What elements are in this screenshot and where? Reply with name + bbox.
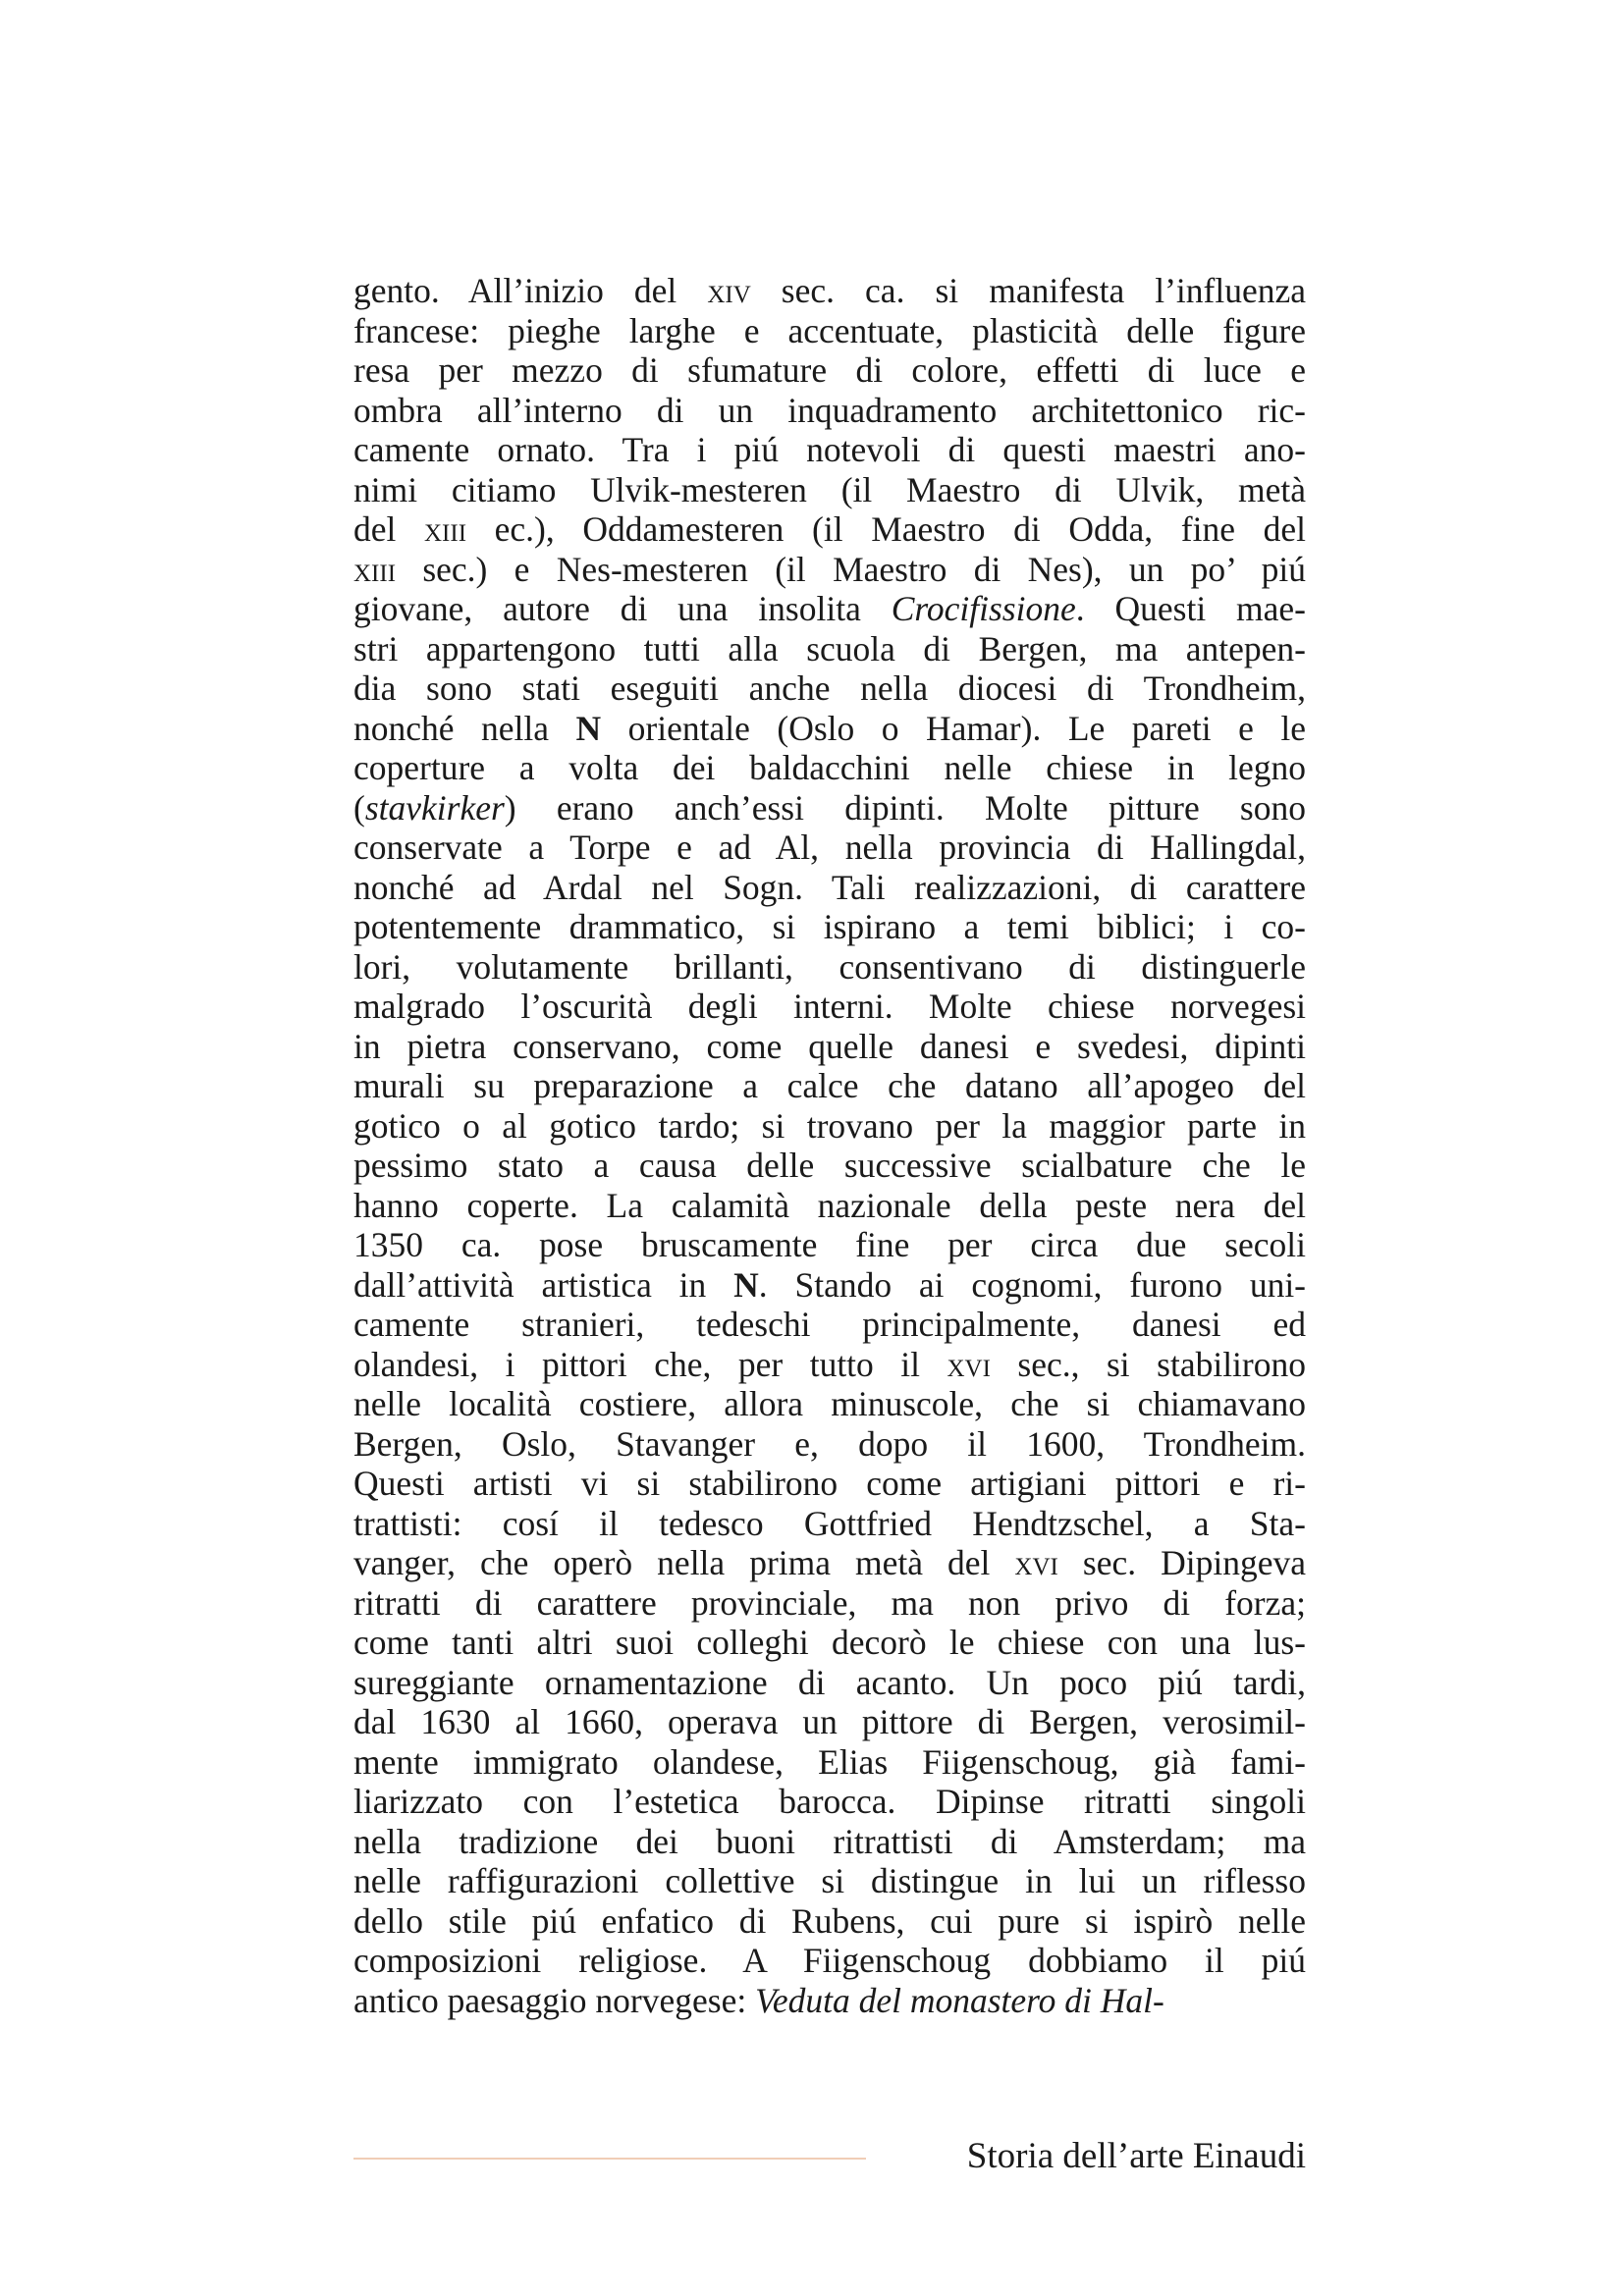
text-line bbox=[353, 1066, 1306, 1106]
text-line bbox=[353, 470, 1306, 510]
text-line bbox=[353, 271, 1306, 311]
text-run: dello stile piú enfatico di Rubens, cui pure si ispirò nelle bbox=[353, 1900, 1306, 1941]
text-line bbox=[353, 947, 1306, 988]
text-run: Bergen, Oslo, Stavanger e, dopo il 1600, Trondheim. bbox=[353, 1423, 1306, 1464]
text-run: nelle località costiere, allora minuscole, che si chiamavano bbox=[353, 1384, 1306, 1423]
text-run: francese: pieghe larghe e accentuate, plasticità delle figure bbox=[353, 310, 1306, 350]
text-run: composizioni religiose. A Fiigenschoug dobbiamo il piú bbox=[353, 1941, 1306, 1980]
small-caps-numeral: xiv bbox=[707, 271, 751, 310]
text-run: nella tradizione dei buoni ritrattisti di Amsterdam; ma bbox=[353, 1821, 1306, 1861]
text-run: sec., si stabilirono bbox=[990, 1344, 1306, 1384]
text-line bbox=[353, 1384, 1306, 1424]
text-run: come tanti altri suoi colleghi decorò le chiese con una lus- bbox=[353, 1623, 1306, 1662]
text-run: potentemente drammatico, si ispirano a temi biblici; i co- bbox=[353, 907, 1306, 946]
text-run: dall’attività artistica in bbox=[353, 1264, 734, 1305]
text-run: resa per mezzo di sfumature di colore, effetti di luce e bbox=[353, 350, 1306, 390]
text-run: . Stando ai cognomi, furono uni- bbox=[758, 1264, 1306, 1305]
text-run: coperture a volta dei baldacchini nelle chiese in legno bbox=[353, 748, 1306, 787]
text-line bbox=[353, 828, 1306, 868]
footer-rule bbox=[353, 2158, 866, 2160]
text-line bbox=[353, 788, 1306, 828]
text-line bbox=[353, 1305, 1306, 1345]
text-line bbox=[353, 748, 1306, 788]
text-run: stri appartengono tutti alla scuola di Bergen, ma antepen- bbox=[353, 628, 1306, 668]
small-caps-numeral: xvi bbox=[1014, 1543, 1058, 1582]
text-line bbox=[353, 350, 1306, 391]
text-line bbox=[353, 509, 1306, 550]
text-run: gotico o al gotico tardo; si trovano per la maggior parte in bbox=[353, 1105, 1306, 1146]
text-run: ) erano anch’essi dipinti. Molte pitture sono bbox=[504, 787, 1306, 828]
text-run: 1350 ca. pose bruscamente fine per circa due secoli bbox=[353, 1225, 1306, 1264]
text-run: in pietra conservano, come quelle danesi e svedesi, dipinti bbox=[353, 1026, 1306, 1066]
text-run: mente immigrato olandese, Elias Fiigenschoug, già fami- bbox=[353, 1741, 1306, 1782]
text-run: liarizzato con l’estetica barocca. Dipinse ritratti singoli bbox=[353, 1782, 1306, 1821]
text-run: Questi artisti vi si stabilirono come artigiani pittori e ri- bbox=[353, 1464, 1306, 1503]
text-run: del bbox=[353, 509, 424, 549]
text-line bbox=[353, 589, 1306, 629]
text-line bbox=[353, 629, 1306, 669]
text-line bbox=[353, 1543, 1306, 1583]
text-line bbox=[353, 1186, 1306, 1226]
text-run: nonché ad Ardal nel Sogn. Tali realizzazioni, di carattere bbox=[353, 867, 1306, 907]
text-run: nonché nella bbox=[353, 708, 576, 748]
text-run: camente ornato. Tra i piú notevoli di questi maestri ano- bbox=[353, 430, 1306, 469]
text-run: giovane, autore di una insolita bbox=[353, 589, 892, 628]
text-run: sureggiante ornamentazione di acanto. Un poco piú tardi, bbox=[353, 1662, 1306, 1702]
text-line bbox=[353, 1742, 1306, 1783]
text-line bbox=[353, 1861, 1306, 1901]
text-run: nelle raffigurazioni collettive si distingue in lui un riflesso bbox=[353, 1861, 1306, 1900]
text-line bbox=[353, 1146, 1306, 1186]
text-run: olandesi, i pittori che, per tutto il bbox=[353, 1344, 947, 1384]
small-caps-numeral: xiii bbox=[353, 549, 397, 589]
text-line bbox=[353, 1663, 1306, 1703]
text-run: hanno coperte. La calamità nazionale della peste nera del bbox=[353, 1185, 1306, 1225]
footer-title: Storia dell’arte Einaudi bbox=[966, 2136, 1306, 2176]
text-line bbox=[353, 907, 1306, 947]
text-run: dal 1630 al 1660, operava un pittore di Bergen, verosimil- bbox=[353, 1702, 1306, 1741]
text-line bbox=[353, 1583, 1306, 1624]
text-run: conservate a Torpe e ad Al, nella provincia di Hallingdal, bbox=[353, 828, 1306, 867]
text-line bbox=[353, 1702, 1306, 1742]
text-run: ritratti di carattere provinciale, ma non privo di forza; bbox=[353, 1582, 1306, 1623]
text-run: nimi citiamo Ulvik-mesteren (il Maestro di Ulvik, metà bbox=[353, 469, 1306, 509]
text-line bbox=[353, 987, 1306, 1027]
text-run: lori, volutamente brillanti, consentivano di distinguerle bbox=[353, 946, 1306, 987]
body-text bbox=[353, 271, 1306, 2020]
bold-abbreviation: N bbox=[575, 708, 602, 748]
italic-title: stavkirker bbox=[364, 787, 505, 828]
text-line bbox=[353, 430, 1306, 470]
text-run: sec. ca. si manifesta l’influenza bbox=[750, 271, 1306, 310]
italic-title: Crocifissione bbox=[891, 589, 1076, 628]
text-line bbox=[353, 1225, 1306, 1265]
text-run: ombra all’interno di un inquadramento architettonico ric- bbox=[353, 390, 1306, 430]
text-line bbox=[353, 1901, 1306, 1942]
text-line bbox=[353, 1424, 1306, 1465]
text-run: ( bbox=[353, 787, 365, 828]
text-run: malgrado l’oscurità degli interni. Molte chiese norvegesi bbox=[353, 987, 1306, 1026]
text-run: . Questi mae- bbox=[1075, 589, 1307, 628]
text-run: orientale (Oslo o Hamar). Le pareti e le bbox=[601, 708, 1306, 748]
text-run: pessimo stato a causa delle successive scialbature che le bbox=[353, 1146, 1306, 1185]
text-run: ec.), Oddamesteren (il Maestro di Odda, fine del bbox=[466, 509, 1306, 549]
text-run: sec.) e Nes-mesteren (il Maestro di Nes), un po’ piú bbox=[396, 549, 1306, 589]
text-run: vanger, che operò nella prima metà del bbox=[353, 1543, 1015, 1582]
small-caps-numeral: xvi bbox=[947, 1344, 991, 1384]
text-line bbox=[353, 1822, 1306, 1862]
text-line bbox=[353, 1106, 1306, 1147]
text-line bbox=[353, 550, 1306, 590]
text-run: dia sono stati eseguiti anche nella diocesi di Trondheim, bbox=[353, 668, 1306, 708]
bold-abbreviation: N bbox=[733, 1264, 759, 1305]
text-run: antico paesaggio norvegese: bbox=[353, 1980, 756, 2020]
text-line bbox=[353, 1782, 1306, 1822]
text-line bbox=[353, 1981, 1306, 2021]
text-run: gento. All’inizio del bbox=[353, 271, 708, 310]
text-run: trattisti: cosí il tedesco Gottfried Hendtzschel, a Sta- bbox=[353, 1503, 1306, 1543]
text-run: sec. Dipingeva bbox=[1057, 1543, 1306, 1582]
text-line bbox=[353, 1027, 1306, 1067]
text-line bbox=[353, 311, 1306, 351]
small-caps-numeral: xiii bbox=[424, 509, 467, 549]
text-line bbox=[353, 709, 1306, 749]
text-line bbox=[353, 391, 1306, 431]
text-line bbox=[353, 1941, 1306, 1981]
text-line bbox=[353, 1345, 1306, 1385]
italic-title: Veduta del monastero di Hal- bbox=[755, 1980, 1164, 2020]
text-line bbox=[353, 1623, 1306, 1663]
text-line bbox=[353, 1504, 1306, 1544]
text-line bbox=[353, 1265, 1306, 1306]
text-run: murali su preparazione a calce che datano all’apogeo del bbox=[353, 1066, 1306, 1105]
text-line bbox=[353, 1464, 1306, 1504]
text-line bbox=[353, 668, 1306, 709]
text-line bbox=[353, 868, 1306, 908]
text-run: camente stranieri, tedeschi principalmente, danesi ed bbox=[353, 1305, 1306, 1344]
